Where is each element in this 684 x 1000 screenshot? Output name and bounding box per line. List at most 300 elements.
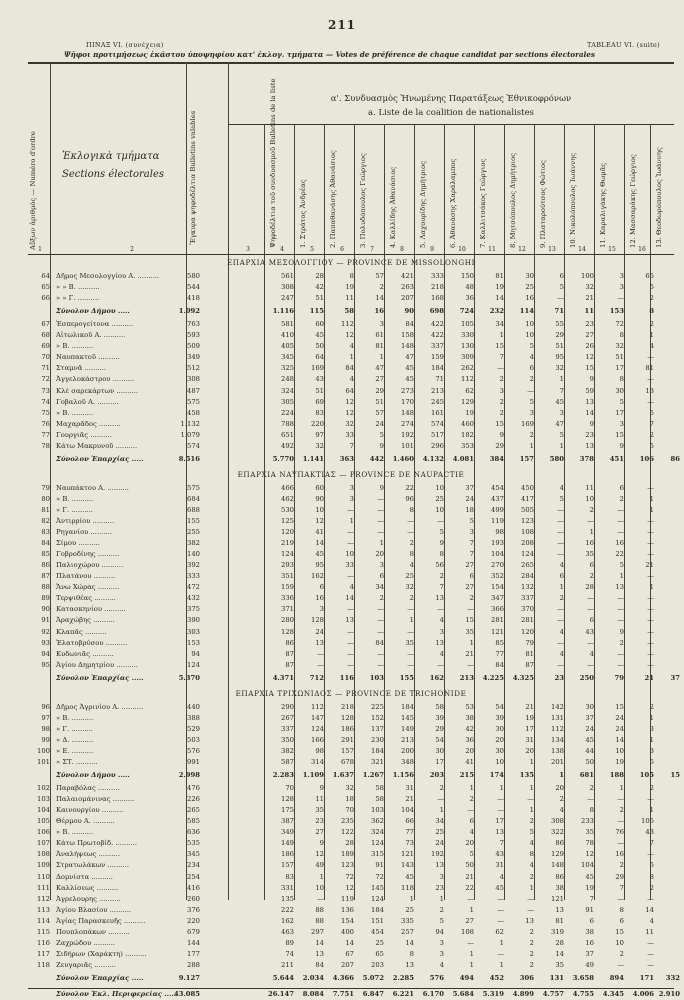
cell-value: 30 [615,386,624,395]
table-row [28,282,674,293]
row-number: 113 [37,905,50,914]
cell-value: 20 [525,746,534,755]
cell-value: 162 [311,572,324,581]
table-row [28,516,674,527]
cell-value: 37 [585,949,594,958]
cell-value: 64 [345,386,354,395]
cell-value: 29 [375,386,384,395]
cell-value: 84 [405,320,414,329]
cell-value: — [497,364,504,373]
row-number: 98 [41,724,50,733]
column-header-8: 7. Καλλιτσάκος Γεώργιος [479,158,487,248]
cell-value: 3 [649,724,654,733]
column-header-3: 2. Παπαθανάσης Ἀθανάσιος [329,150,337,248]
cell-value: 124 [187,660,200,669]
cell-value: 2.283 [272,771,294,780]
cell-value: 2.998 [178,771,200,780]
section-label-gr: Ἐκλογικὰ τμήματα [62,151,160,162]
cell-value: — [617,594,624,603]
cell-value: 3 [439,627,444,636]
table-row [28,735,674,746]
cell-value: — [497,795,504,804]
section-name: Ἄνω Χώρας .......... [56,583,120,592]
cell-value: 273 [401,386,414,395]
cell-value: — [377,660,384,669]
cell-value: 245 [431,397,444,406]
cell-value: 16 [374,307,384,316]
cell-value: 494 [459,973,474,982]
cell-value: — [377,494,384,503]
cell-value: 108 [461,927,474,936]
cell-value: 463 [281,927,294,936]
row-number: 84 [41,539,50,548]
cell-value: — [617,505,624,514]
cell-value: 42 [465,724,474,733]
cell-value: 11 [345,294,354,303]
column-number: 15 [608,246,616,253]
cell-value: — [437,517,444,525]
row-number: 70 [41,353,50,362]
cell-value: 422 [431,331,444,340]
cell-value: 349 [281,828,294,837]
cell-value: 16 [615,539,624,548]
cell-value: 192 [401,430,414,439]
cell-value: 476 [187,784,200,793]
top-rule [28,62,674,64]
row-number: 109 [37,861,50,870]
cell-value: 1 [649,735,654,744]
cell-value: 31 [495,861,504,870]
cell-value: 232 [489,307,504,316]
section-label-fr: Sections électorales [62,169,165,180]
cell-value: 13 [615,583,624,592]
cell-value: 207 [401,294,414,303]
section-name: Κλαπᾶς .......... [56,627,107,636]
cell-value: 10 [315,883,324,892]
cell-value: 51 [615,353,624,362]
cell-value: 331 [281,883,294,892]
cell-value: 1 [499,784,504,793]
cell-value: 162 [429,673,444,682]
cell-value: 4 [559,649,564,658]
cell-value: — [377,616,384,625]
table-row [28,949,674,960]
table-row [28,724,674,735]
cell-value: 131 [551,713,564,722]
cell-value: 4 [559,561,564,570]
cell-value: 182 [461,430,474,439]
section-name: Σύνολον Δήμου ..... [56,307,130,316]
cell-value: 26 [585,342,594,351]
cell-value: — [347,649,354,658]
row-number: 105 [37,817,50,826]
cell-value: 79 [614,673,624,682]
cell-value: 5.644 [272,973,294,982]
section-name: Καλλίσεως .......... [56,883,119,892]
cell-value: 451 [609,454,624,463]
cell-value: 8 [649,872,654,881]
cell-value: 9 [379,441,384,450]
table-row [28,883,674,894]
cell-value: — [497,916,504,925]
section-name: Γουργιᾶς .......... [56,430,112,439]
row-number: 89 [41,594,50,603]
cell-value: 35 [405,638,414,647]
cell-value: 230 [371,735,384,744]
cell-value: 219 [281,539,294,548]
cell-value: 32 [345,784,354,793]
cell-value: 5 [529,342,534,351]
column-number: 13 [548,246,556,253]
cell-value: 22 [615,550,624,559]
cell-value: 1 [349,353,354,362]
cell-value: 8 [619,331,624,340]
cell-value: 72 [345,872,354,881]
cell-value: — [557,294,564,303]
cell-value: 28 [345,839,354,848]
cell-value: 4 [529,839,534,848]
cell-value: 274 [401,419,414,428]
cell-value: 1 [619,784,624,793]
cell-value: — [347,572,354,581]
cell-value: 159 [281,583,294,592]
cell-value: 350 [281,735,294,744]
cell-value: — [617,894,624,903]
cell-value: 15 [615,430,624,439]
cell-value: — [557,616,564,625]
cell-value: 35 [555,960,564,969]
column-header-9: 8. Μητσόπουλος Δημήτριος [509,152,517,248]
table-subtitle: Ψῆφοι προτιμήσεως ἑκάστου ὑποψηφίου κατ' ἐκλογ. τμήματα — Votes de préférence de chaque candidat par sections électorales [64,50,595,59]
cell-value: 4.757 [542,990,564,998]
table-row [28,560,674,571]
cell-value: 47 [405,353,414,362]
section-name: Ἀγρελουρης .......... [56,894,121,903]
cell-value: 120 [281,528,294,537]
cell-value: 64 [315,353,324,362]
cell-value: 136 [341,905,354,914]
cell-value: 149 [401,724,414,733]
cell-value: 186 [341,724,354,733]
section-name: Ἐλατοβρύσου .......... [56,638,128,647]
cell-value: — [647,894,654,903]
cell-value: 58 [344,307,354,316]
cell-value: 203 [429,771,444,780]
cell-value: 1 [559,441,564,450]
cell-value: 14 [405,938,414,947]
cell-value: 124 [371,894,384,903]
cell-value: 121 [401,850,414,859]
cell-value: 17 [435,758,444,766]
cell-value: 23 [585,320,594,329]
cell-value: — [617,605,624,614]
cell-value: 49 [315,861,324,870]
cell-value: 9 [319,784,324,793]
cell-value: 20 [375,550,384,559]
row-number: 99 [41,735,50,744]
cell-value: 8 [529,850,534,859]
cell-value: 3 [379,320,384,329]
cell-value: 30 [495,746,504,755]
cell-value: 6 [619,916,624,925]
cell-value: 587 [281,758,294,766]
cell-value: 100 [581,272,594,280]
cell-value: 112 [461,375,474,384]
column-header-14: 13. Θεοδωρόπουλος Ἰωάννης [655,147,663,248]
cell-value: 201 [551,758,564,766]
cell-value: 149 [281,839,294,848]
cell-value: — [557,539,564,548]
table-row [28,330,674,341]
cell-value: 142 [551,702,564,711]
cell-value: 247 [281,294,294,303]
section-name: Σύνολον Δήμου ..... [56,771,130,780]
cell-value: 20 [465,746,474,755]
cell-value: 10 [585,494,594,503]
cell-value: 86 [285,638,294,647]
cell-value: 220 [311,419,324,428]
cell-value: 1 [649,505,654,514]
table-row [28,271,674,282]
cell-value: 2 [529,960,534,969]
cell-value: 19 [585,883,594,892]
cell-value: 81 [375,342,384,351]
cell-value: 561 [281,272,294,280]
cell-value: 86 [670,454,680,463]
cell-value: 16 [585,539,594,548]
cell-value: 6 [529,364,534,373]
cell-value: 6 [589,561,594,570]
cell-value: 15 [615,702,624,711]
cell-value: 4.325 [512,673,534,682]
cell-value: 306 [519,973,534,982]
cell-value: 4 [649,342,654,351]
section-name: » Β. .......... [56,342,94,351]
cell-value: 4.081 [452,454,474,463]
cell-value: 2 [529,817,534,826]
cell-value: 41 [465,758,474,766]
section-name: » » Γ. .......... [56,294,100,303]
cell-value: 25 [375,938,384,947]
cell-value: — [407,517,414,525]
cell-value: 544 [187,283,200,292]
cell-value: 21 [405,795,414,804]
cell-value: 29 [495,441,504,450]
cell-value: 324 [281,386,294,395]
cell-value: 84 [345,364,354,373]
table-header-right: TABLEAU VI. (suite) [587,41,660,49]
cell-value: 21 [645,561,654,570]
cell-value: 35 [585,550,594,559]
cell-value: 30 [585,702,594,711]
section-name: » ΣΤ. .......... [56,758,98,766]
cell-value: 10 [435,505,444,514]
cell-value: 159 [431,353,444,362]
cell-value: — [587,660,594,669]
cell-value: 352 [491,572,504,581]
table-row [28,419,674,430]
cell-value: 22 [465,883,474,892]
cell-value: 505 [521,505,534,514]
cell-value: 432 [187,594,200,603]
cell-value: 1.141 [302,454,324,463]
cell-value: 48 [465,283,474,292]
section-name: » Ε. .......... [56,746,94,755]
cell-value: — [317,649,324,658]
cell-value: 10 [495,758,504,766]
cell-value: 9 [499,430,504,439]
cell-value: 1 [649,583,654,592]
cell-value: 3 [319,605,324,614]
cell-value: 45 [405,375,414,384]
cell-value: 3 [619,419,624,428]
table-row [28,627,674,638]
row-number: 76 [41,419,50,428]
cell-value: 2 [649,320,654,329]
cell-value: 450 [521,483,534,492]
cell-value: — [347,528,354,537]
cell-value: 5 [649,283,654,292]
cell-value: 115 [309,307,324,316]
cell-value: 5 [559,430,564,439]
cell-value: 10 [615,746,624,755]
table-row [28,757,674,768]
row-number: 67 [41,320,50,329]
cell-value: 6 [469,572,474,581]
section-name: Κατασκηνίου .......... [56,605,126,614]
cell-value: 375 [187,605,200,614]
cell-value: 2 [619,638,624,647]
cell-value: 151 [371,916,384,925]
cell-value: 2 [379,594,384,603]
row-number: 93 [41,638,50,647]
table-row [28,713,674,724]
cell-value: 45 [585,872,594,881]
cell-value: 200 [401,746,414,755]
cell-value: 15 [615,927,624,936]
cell-value: 5 [649,861,654,870]
cell-value: 148 [401,408,414,417]
cell-value: 1.109 [302,771,324,780]
cell-value: — [647,660,654,669]
cell-value: 2 [529,938,534,947]
row-number-header: Αὔξων ἀριθμὸς — Numéro d'ordre [29,131,37,250]
table-row [28,538,674,549]
cell-value: 10 [315,505,324,514]
cell-value: 440 [187,702,200,711]
section-name: Σιδήρων (Χαράκτη) .......... [56,949,147,958]
cell-value: 8 [439,550,444,559]
cell-value: 681 [579,771,594,780]
cell-value: 90 [315,494,324,503]
cell-value: 991 [187,758,200,766]
cell-value: 32 [615,342,624,351]
table-row [28,938,674,949]
cell-value: 517 [431,430,444,439]
cell-value: 130 [461,342,474,351]
cell-value: 157 [519,454,534,463]
cell-value: 78 [585,839,594,848]
cell-value: 305 [281,397,294,406]
section-name: » Β. .......... [56,713,94,722]
cell-value: — [557,517,564,525]
cell-value: — [557,660,564,669]
table-row [28,441,674,452]
cell-value: 353 [461,441,474,450]
cell-value: 203 [371,960,384,969]
cell-value: 215 [459,771,474,780]
cell-value: — [587,605,594,614]
cell-value: 83 [285,872,294,881]
cell-value: 29 [555,331,564,340]
cell-value: 186 [281,850,294,859]
cell-value: 335 [401,916,414,925]
cell-value: 121 [551,894,564,903]
cell-value: 7 [619,883,624,892]
cell-value: 154 [341,916,354,925]
cell-value: 575 [187,483,200,492]
cell-value: 16 [585,938,594,947]
cell-value: 651 [281,430,294,439]
cell-value: 60 [315,483,324,492]
cell-value: 1 [529,441,534,450]
cell-value: 218 [431,283,444,292]
cell-value: 43 [585,627,594,636]
cell-value: 13 [555,905,564,914]
row-number: 66 [41,294,50,303]
row-number: 100 [37,746,50,755]
cell-value: 24 [615,724,624,733]
row-number: 81 [41,505,50,514]
row-number: 101 [37,758,50,766]
cell-value: 7 [649,839,654,848]
cell-value: 213 [401,735,414,744]
row-number: 73 [41,386,50,395]
cell-value: 30 [495,724,504,733]
column-header-4: 3. Πολυδόπουλος Γεώργιος [359,153,367,248]
cell-value: 894 [609,973,624,982]
cell-value: 3 [649,746,654,755]
cell-value: 14 [315,539,324,548]
cell-value: 86 [555,872,564,881]
cell-value: — [527,386,534,395]
cell-value: 87 [285,660,294,669]
cell-value: — [407,528,414,537]
cell-value: 4 [559,806,564,815]
table-row [28,783,674,794]
section-label [62,148,164,184]
cell-value: 2 [649,430,654,439]
column-number: 5 [310,246,314,253]
cell-value: 7 [499,839,504,848]
cell-value: 382 [281,746,294,755]
cell-value: 698 [429,307,444,316]
cell-value: 503 [187,735,200,744]
cell-value: 171 [639,973,654,982]
cell-value: 788 [281,419,294,428]
section-name: Ἀραχώβης .......... [56,616,115,625]
row-number: 68 [41,331,50,340]
table-row [28,293,674,304]
cell-value: 43.085 [173,990,200,998]
cell-value: 337 [431,342,444,351]
cell-value: 330 [461,331,474,340]
cell-value: — [377,649,384,658]
cell-value: 30 [525,272,534,280]
cell-value: 580 [549,454,564,463]
section-name: Σύνολον Ἐκλ. Περιφερείας ..... [56,990,177,998]
cell-value: 17 [615,364,624,373]
